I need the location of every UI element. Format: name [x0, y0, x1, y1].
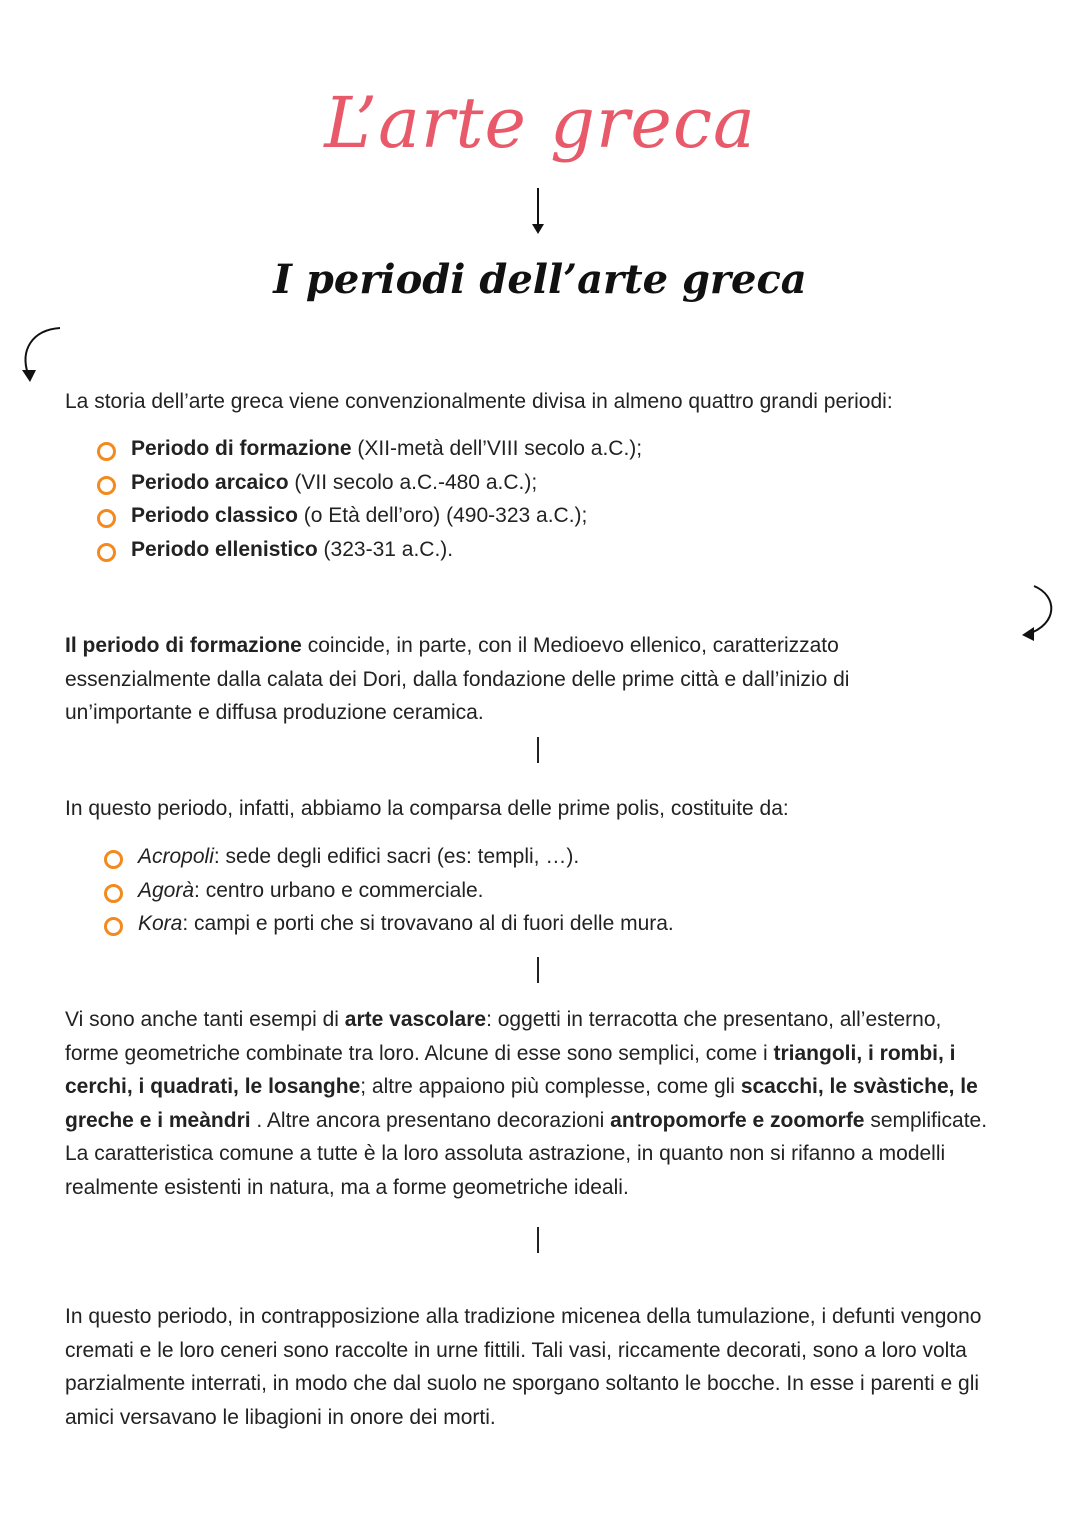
vascular-paragraph — [65, 1003, 1000, 1204]
circle-bullet-icon — [104, 850, 123, 869]
period-name: Periodo arcaico — [131, 470, 289, 494]
burial-paragraph — [65, 1300, 1010, 1434]
circle-bullet-icon — [97, 509, 116, 528]
page-subtitle: I periodi dell’arte greca — [273, 256, 807, 303]
period-dates: (VII secolo a.C.-480 a.C.); — [288, 470, 538, 494]
formation-heading: Il periodo di formazione — [65, 634, 302, 657]
vascular-bold: triangoli, i rombi, i cerchi, i quadrati, le losanghe — [65, 1041, 956, 1098]
vascular-text: : oggetti in terracotta che presentano, all’esterno, forme geometriche combinate tra loro. Alcune di esse sono semplici, come i — [65, 1008, 942, 1065]
period-name: Periodo di formazione — [131, 437, 352, 460]
periods-list — [97, 432, 997, 566]
period-name: Periodo ellenistico — [131, 537, 318, 561]
list-item — [104, 874, 984, 908]
list-item — [97, 533, 997, 567]
period-dates: (o Età dell’oro) (490-323 a.C.); — [297, 504, 588, 527]
circle-bullet-icon — [104, 884, 123, 903]
polis-description: : sede degli edifici sacri (es: templi, …). — [213, 845, 580, 868]
polis-description: : centro urbano e commerciale. — [194, 878, 484, 902]
period-dates: (XII-metà dell’VIII secolo a.C.); — [351, 437, 643, 460]
list-item — [104, 907, 984, 941]
polis-description: : campi e porti che si trovavano al di fuori delle mura. — [182, 912, 674, 935]
vascular-bold: antropomorfe e zoomorfe — [610, 1108, 865, 1132]
polis-intro-text: In questo periodo, infatti, abbiamo la comparsa delle prime polis, costituite da: — [65, 797, 789, 820]
curved-arrow-right-icon — [1016, 580, 1066, 646]
polis-term: Agorà — [138, 878, 195, 902]
vascular-bold: arte vascolare — [344, 1008, 487, 1031]
divider-bar — [537, 957, 539, 983]
period-name: Periodo classico — [131, 504, 298, 527]
vascular-text: ; altre appaiono più complesse, come gli — [360, 1075, 741, 1098]
vascular-text: Vi sono anche tanti esempi di — [65, 1008, 345, 1031]
list-item — [97, 499, 997, 533]
burial-text: In questo periodo, in contrapposizione alla tradizione micenea della tumulazione, i defunti vengono cremati e le loro ceneri sono raccolte in urne fittili. Tali vasi, riccamente decorati, sono a loro volta parzialmente interrati, in modo che dal suolo ne sporgano soltanto le bocche. In esse i parenti e gli amici versavano le libagioni in onore dei morti. — [65, 1305, 982, 1429]
polis-list — [104, 840, 984, 941]
vascular-text: semplificate. La caratteristica comune a tutte è la loro assoluta astrazione, in quanto non si rifanno a modelli realmente esistenti in natura, ma a forme geometriche ideali. — [65, 1108, 988, 1199]
page-title: L’arte greca — [324, 82, 756, 164]
circle-bullet-icon — [97, 442, 116, 461]
vascular-text: . Altre ancora presentano decorazioni — [250, 1108, 611, 1132]
intro-text: La storia dell’arte greca viene convenzionalmente divisa in almeno quattro grandi periodi: — [65, 390, 893, 413]
formation-text: coincide, in parte, con il Medioevo ellenico, caratterizzato essenzialmente dalla calata dei Dori, dalla fondazione delle prime città e dall’inizio di un’importante e diffusa produzione ceramica. — [65, 634, 850, 724]
divider-bar — [537, 737, 539, 763]
list-item — [97, 432, 997, 466]
polis-term: Acropoli — [138, 845, 214, 868]
polis-term: Kora — [138, 912, 183, 935]
down-arrow-icon — [528, 186, 548, 238]
list-item — [104, 840, 984, 874]
circle-bullet-icon — [104, 917, 123, 936]
divider-bar — [537, 1227, 539, 1253]
formation-paragraph — [65, 629, 955, 730]
curved-arrow-left-icon — [14, 322, 64, 388]
polis-paragraph — [65, 792, 1010, 826]
list-item — [97, 466, 997, 500]
circle-bullet-icon — [97, 543, 116, 562]
vascular-bold: scacchi, le svàstiche, le greche e i meàndri — [65, 1075, 978, 1132]
circle-bullet-icon — [97, 476, 116, 495]
period-dates: (323-31 a.C.). — [317, 537, 454, 561]
intro-paragraph — [65, 385, 1010, 419]
